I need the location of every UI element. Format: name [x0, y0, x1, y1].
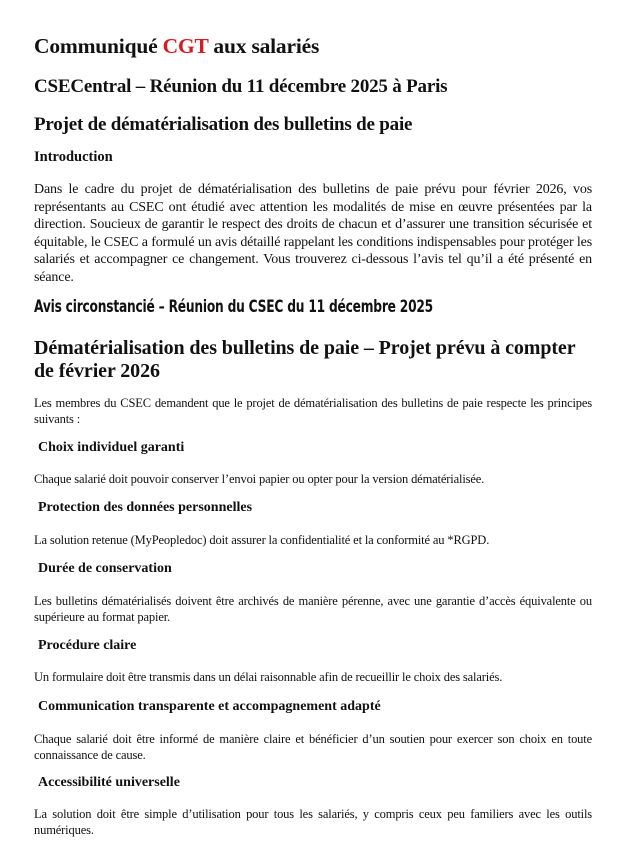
- principle-title: Communication transparente et accompagnement adapté: [38, 699, 381, 714]
- project-title: Projet de dématérialisation des bulletins de paie: [34, 114, 413, 135]
- principle-text: La solution retenue (MyPeopledoc) doit assurer la confidentialité et la conformité au *RGPD.: [34, 533, 490, 547]
- brand-name: CGT: [162, 34, 209, 58]
- meeting-subtitle: CSECentral – Réunion du 11 décembre 2025 à Paris: [34, 76, 448, 97]
- principle-text: Chaque salarié doit pouvoir conserver l’envoi papier ou opter pour la version dématérialisée.: [34, 472, 485, 486]
- principle-text: Chaque salarié doit être informé de manière claire et bénéficier d’un soutien pour exercer son choix en toute connaissance de cause.: [34, 732, 592, 762]
- title-prefix: Communiqué: [34, 34, 163, 58]
- page-title: [34, 34, 319, 59]
- avis-heading: Avis circonstancié – Réunion du CSEC du 11 décembre 2025: [34, 297, 433, 317]
- lead-paragraph: Les membres du CSEC demandent que le projet de dématérialisation des bulletins de paie respecte les principes suivants :: [34, 396, 592, 426]
- principle-text: Un formulaire doit être transmis dans un délai raisonnable afin de recueillir le choix des salariés.: [34, 670, 503, 684]
- principle-title: Procédure claire: [38, 638, 137, 653]
- principle-text: Les bulletins dématérialisés doivent être archivés de manière pérenne, avec une garantie d’accès équivalente ou supérieure au format papier.: [34, 594, 592, 624]
- principle-text: La solution doit être simple d’utilisation pour tous les salariés, y compris ceux peu familiers avec les outils numériques.: [34, 807, 592, 837]
- principle-title: Accessibilité universelle: [38, 775, 180, 790]
- principle-title: Choix individuel garanti: [38, 440, 185, 455]
- principle-title: Protection des données personnelles: [38, 500, 253, 515]
- intro-heading: Introduction: [34, 149, 113, 165]
- title-suffix: aux salariés: [208, 34, 320, 58]
- dematerialisation-heading: Dématérialisation des bulletins de paie – Projet prévu à compter de février 2026: [34, 337, 576, 382]
- intro-paragraph: Dans le cadre du projet de dématérialisation des bulletins de paie prévu pour février 2026, vos représentants au CSEC ont étudié avec attention les modalités de mise en œuvre présentées par la direction. Soucieux de garantir le respect des droits de chacun et d’assurer une transition sécurisée et équitable, le CSEC a formulé un avis détaillé rappelant les conditions indispensables pour protéger les salariés et accompagner ce changement. Vous trouverez ci-dessous l’avis tel qu’il a été présenté en séance.: [34, 182, 592, 285]
- principle-title: Durée de conservation: [38, 561, 172, 576]
